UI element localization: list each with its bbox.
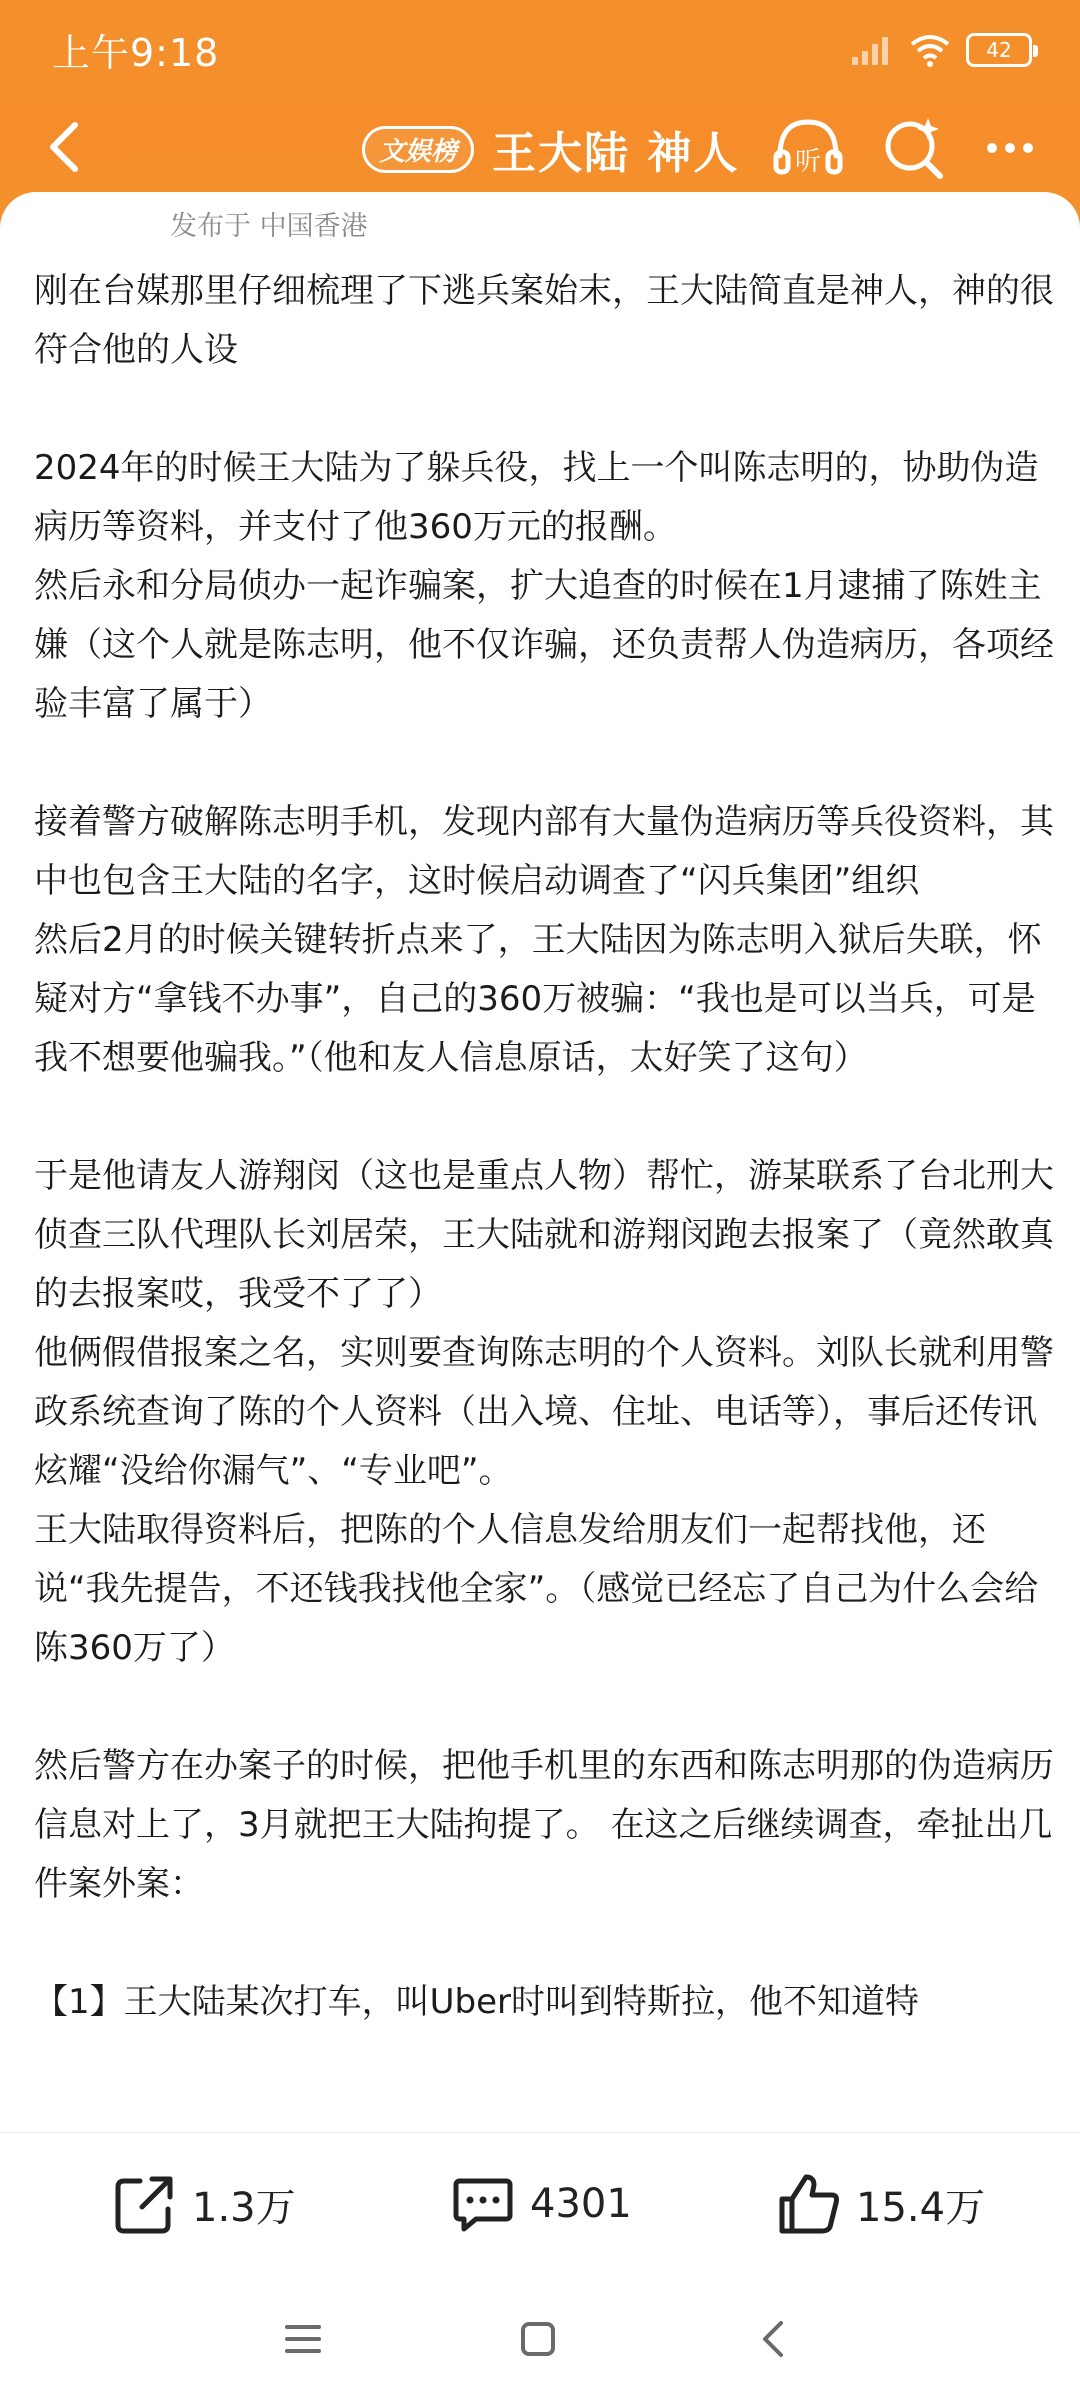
share-button[interactable] [112,2169,296,2239]
menu-icon [283,2321,323,2357]
home-icon [518,2319,558,2359]
post-paragraph: 接着警方破解陈志明手机，发现内部有大量伪造病历等兵役资料，其中也包含王大陆的名字，这时候启动调查了“闪兵集团”组织 [34,802,1054,901]
paragraph-gap [34,1678,1054,1737]
search-button[interactable] [876,110,952,186]
back-icon [757,2319,789,2359]
post-paragraph: 王大陆取得资料后，把陈的个人信息发给朋友们一起帮找他，还说“我先提告，不还钱我找他全家”。（感觉已经忘了自己为什么会给陈360万了） [34,1510,1039,1668]
listen-button[interactable] [770,110,846,186]
publish-location: 发布于 中国香港 [170,211,368,242]
post-paragraph: 然后2月的时候关键转折点来了，王大陆因为陈志明入狱后失联，怀疑对方“拿钱不办事”，自己的360万被骗：“我也是可以当兵，可是我不想要他骗我。”（他和友人信息原话，太好笑了这句） [34,920,1042,1078]
listen-icon [770,110,846,186]
post-paragraph: 然后永和分局侦办一起诈骗案，扩大追查的时候在1月逮捕了陈姓主嫌（这个人就是陈志明，他不仅诈骗，还负责帮人伪造病历，各项经验丰富了属于） [34,566,1054,724]
like-button[interactable] [776,2169,985,2239]
menu-button[interactable] [278,2314,328,2364]
wifi-icon [908,32,952,68]
like-icon [776,2171,842,2237]
paragraph-gap [34,380,1054,439]
home-button[interactable] [513,2314,563,2364]
share-icon [112,2171,178,2237]
signal-icon [850,33,894,67]
comment-icon [450,2171,516,2237]
comment-count: 4301 [530,2181,632,2227]
paragraph-gap [34,1088,1054,1147]
post-paragraph: 刚在台媒那里仔细梳理了下逃兵案始末，王大陆简直是神人，神的很符合他的人设 [34,271,1054,370]
post-content [34,262,1054,2122]
search-sparkle-icon [876,110,952,186]
comment-button[interactable] [450,2169,632,2239]
listen-label: 听 [794,147,822,177]
post-paragraph: 2024年的时候王大陆为了躲兵役，找上一个叫陈志明的，协助伪造病历等资料，并支付了他360万元的报酬。 [34,448,1039,547]
back-button[interactable] [28,112,98,182]
paragraph-gap [34,1914,1054,1973]
battery-indicator [966,33,1032,67]
post-paragraph: 然后警方在办案子的时候，把他手机里的东西和陈志明那的伪造病历信息对上了，3月就把王大陆拘提了。 在这之后继续调查，牵扯出几件案外案： [34,1746,1054,1904]
system-back-button[interactable] [748,2314,798,2364]
like-count: 15.4万 [856,2184,986,2231]
title-group [362,114,739,184]
battery-level: 42 [986,38,1012,62]
status-bar [0,0,1080,100]
nav-bar [0,100,1080,200]
more-button[interactable] [972,110,1048,186]
system-navigation-bar [0,2274,1080,2400]
hot-list-badge[interactable]: 文娱榜 [362,126,474,173]
post-paragraph: 于是他请友人游翔闵（这也是重点人物）帮忙，游某联系了台北刑大侦查三队代理队长刘居荣，王大陆就和游翔闵跑去报案了（竟然敢真的去报案哎，我受不了了） [34,1156,1054,1314]
status-time: 上午9:18 [52,31,220,75]
more-icon [987,143,997,153]
bottom-action-bar [0,2132,1080,2275]
back-arrow-icon [43,119,83,175]
post-paragraph: 他俩假借报案之名，实则要查询陈志明的个人资料。刘队长就利用警政系统查询了陈的个人资料（出入境、住址、电话等），事后还传讯炫耀“没给你漏气”、“专业吧”。 [34,1333,1054,1491]
share-count: 1.3万 [192,2184,296,2231]
post-card [0,192,1080,2132]
status-icons [850,30,1032,70]
page-title: 王大陆 神人 [492,128,740,179]
post-paragraph: 【1】王大陆某次打车，叫Uber时叫到特斯拉，他不知道特 [34,1982,919,2022]
more-icon-dot [1005,143,1015,153]
more-icon-dot [1023,143,1033,153]
paragraph-gap [34,734,1054,793]
